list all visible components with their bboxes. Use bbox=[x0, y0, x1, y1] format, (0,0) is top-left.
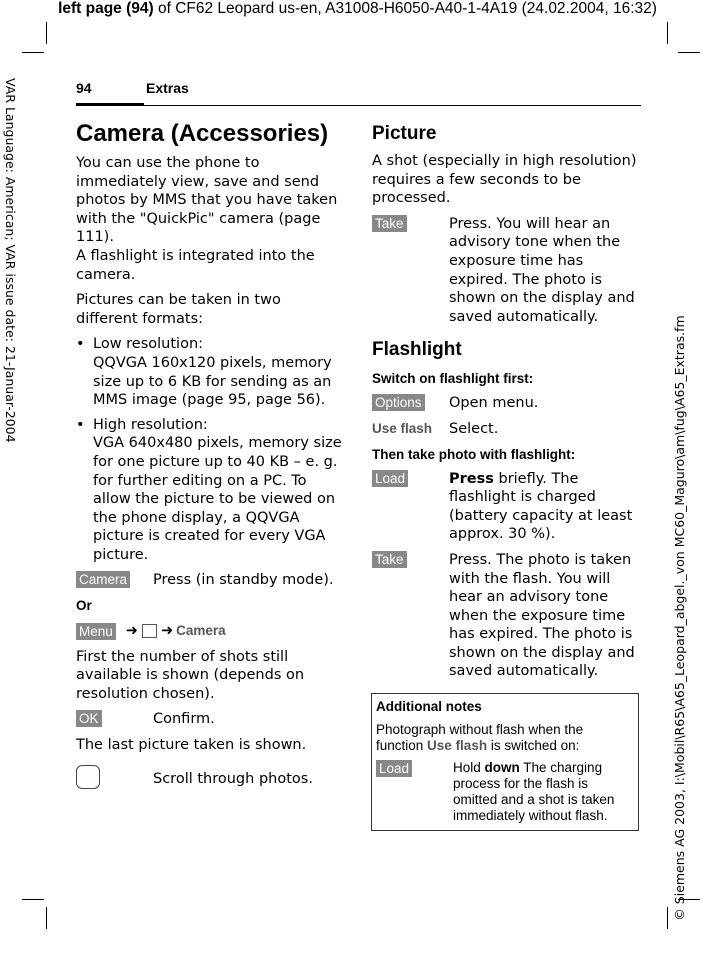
bullet-body: VGA 640x480 pixels, memory size for one picture up to 40 KB – e. g. for further editing on a PC. To allow the picture to be viewed on the phone display, a QQVGA picture is created for every VGA picture. bbox=[93, 435, 342, 563]
load-row bbox=[372, 470, 638, 544]
notes-load-softkey[interactable]: Load bbox=[376, 760, 412, 777]
list-item bbox=[76, 416, 342, 565]
scroll-row bbox=[76, 765, 342, 795]
bullet-head: Low resolution: bbox=[93, 336, 204, 353]
load-text: briefly. The flashlight is charged (battery capacity at least approx. 30 %). bbox=[449, 470, 633, 543]
ok-text: Confirm. bbox=[153, 711, 215, 728]
header-rule-accent bbox=[76, 103, 144, 106]
notes-line-text: Photograph without flash when the function bbox=[376, 722, 584, 753]
crop-mark bbox=[667, 22, 668, 44]
print-header-prefix: left page (94) bbox=[58, 0, 154, 17]
load-softkey[interactable]: Load bbox=[372, 470, 408, 487]
picture-intro: A shot (especially in high resolution) requires a few seconds to be processed. bbox=[372, 153, 637, 207]
hold-text: Hold bbox=[453, 760, 485, 775]
formats-intro: Pictures can be taken in two different formats: bbox=[76, 292, 281, 327]
camera-text: Press (in standby mode). bbox=[153, 572, 334, 589]
bullet-head: High resolution: bbox=[93, 416, 208, 433]
shots-text: First the number of shots still available is shown (depends on resolution chosen). bbox=[76, 648, 305, 702]
left-column bbox=[76, 119, 342, 801]
last-picture-text: The last picture taken is shown. bbox=[76, 737, 307, 754]
page-title: Camera (Accessories) bbox=[76, 120, 329, 147]
menu-softkey[interactable]: Menu bbox=[76, 623, 116, 640]
crop-mark bbox=[46, 22, 47, 44]
flash-note: A flashlight is integrated into the camera. bbox=[76, 247, 315, 283]
crop-mark bbox=[667, 907, 668, 929]
margin-left-text: VAR Language: American; VAR issue date: 21-Januar-2004 bbox=[3, 78, 18, 443]
switch-title: Switch on flashlight first: bbox=[372, 371, 534, 387]
menu-path-row bbox=[76, 622, 342, 641]
arrow-icon: ➜ bbox=[160, 623, 174, 640]
hold-rest: The charging process for the flash is omitted and a shot is taken immediately without flash. bbox=[453, 760, 615, 823]
list-item bbox=[76, 335, 342, 409]
margin-right-text: © Siemens AG 2003, I:\Mobil\R65\A65_Leopard_abgel._von MC60_Maguro\am\fug\A65_Extras.fm bbox=[672, 315, 687, 921]
camera-menu-item: Camera bbox=[176, 623, 226, 639]
ok-row bbox=[76, 710, 342, 729]
camera-row bbox=[76, 571, 342, 590]
use-flash-menu-item[interactable]: Use flash bbox=[372, 420, 433, 436]
crop-mark bbox=[22, 52, 44, 53]
notes-load-row bbox=[376, 760, 634, 824]
ok-softkey[interactable]: OK bbox=[76, 710, 102, 727]
hold-bold: down bbox=[484, 760, 520, 775]
format-list bbox=[76, 335, 342, 564]
notes-title: Additional notes bbox=[376, 699, 482, 714]
section-title: Extras bbox=[146, 80, 189, 96]
intro-text: You can use the phone to immediately view, save and send photos by MMS that you have taken with the "QuickPic" camera (page 111). bbox=[76, 155, 338, 246]
print-header bbox=[0, 0, 715, 18]
crop-mark bbox=[22, 899, 44, 900]
options-softkey[interactable]: Options bbox=[372, 394, 425, 411]
load-bold: Press bbox=[449, 470, 494, 487]
crop-mark bbox=[678, 52, 700, 53]
options-row bbox=[372, 394, 638, 413]
then-title: Then take photo with flashlight: bbox=[372, 446, 576, 462]
camera-softkey[interactable]: Camera bbox=[76, 571, 130, 588]
page-number: 94 bbox=[76, 80, 92, 96]
options-text: Open menu. bbox=[449, 395, 539, 412]
scroll-text: Scroll through photos. bbox=[153, 771, 313, 788]
take-row bbox=[372, 215, 638, 327]
right-column bbox=[372, 122, 638, 688]
or-label: Or bbox=[76, 598, 92, 614]
notes-line bbox=[376, 722, 634, 754]
arrow-icon: ➜ bbox=[125, 623, 138, 640]
crop-mark bbox=[46, 907, 47, 929]
print-header-rest: of CF62 Leopard us-en, A31008-H6050-A40-1-4A19 (24.02.2004, 16:32) bbox=[153, 0, 657, 17]
picture-title: Picture bbox=[372, 123, 437, 144]
flashlight-title: Flashlight bbox=[372, 339, 462, 361]
take-softkey[interactable]: Take bbox=[372, 215, 407, 232]
additional-notes-box bbox=[371, 693, 639, 831]
useflash-row bbox=[372, 420, 638, 439]
bullet-body: QQVGA 160x120 pixels, memory size up to 6 KB for sending as an MMS image (page 95, page 56). bbox=[93, 354, 332, 409]
navigation-key-icon bbox=[76, 765, 100, 789]
take-flash-softkey[interactable]: Take bbox=[372, 551, 407, 568]
take-flash-row bbox=[372, 551, 638, 681]
header-rule bbox=[76, 105, 641, 106]
take-flash-text: Press. The photo is taken with the flash. You will hear an advisory tone when the exposure time has expired. The photo is shown on the display and saved automatically. bbox=[449, 551, 635, 680]
notes-line-end: is switched on: bbox=[487, 738, 580, 753]
take-text: Press. You will hear an advisory tone when the exposure time has expired. The photo is shown on the display and saved automatically. bbox=[449, 215, 635, 325]
useflash-text: Select. bbox=[449, 420, 499, 437]
extras-menu-icon bbox=[142, 624, 157, 638]
use-flash-keyword: Use flash bbox=[427, 738, 488, 753]
